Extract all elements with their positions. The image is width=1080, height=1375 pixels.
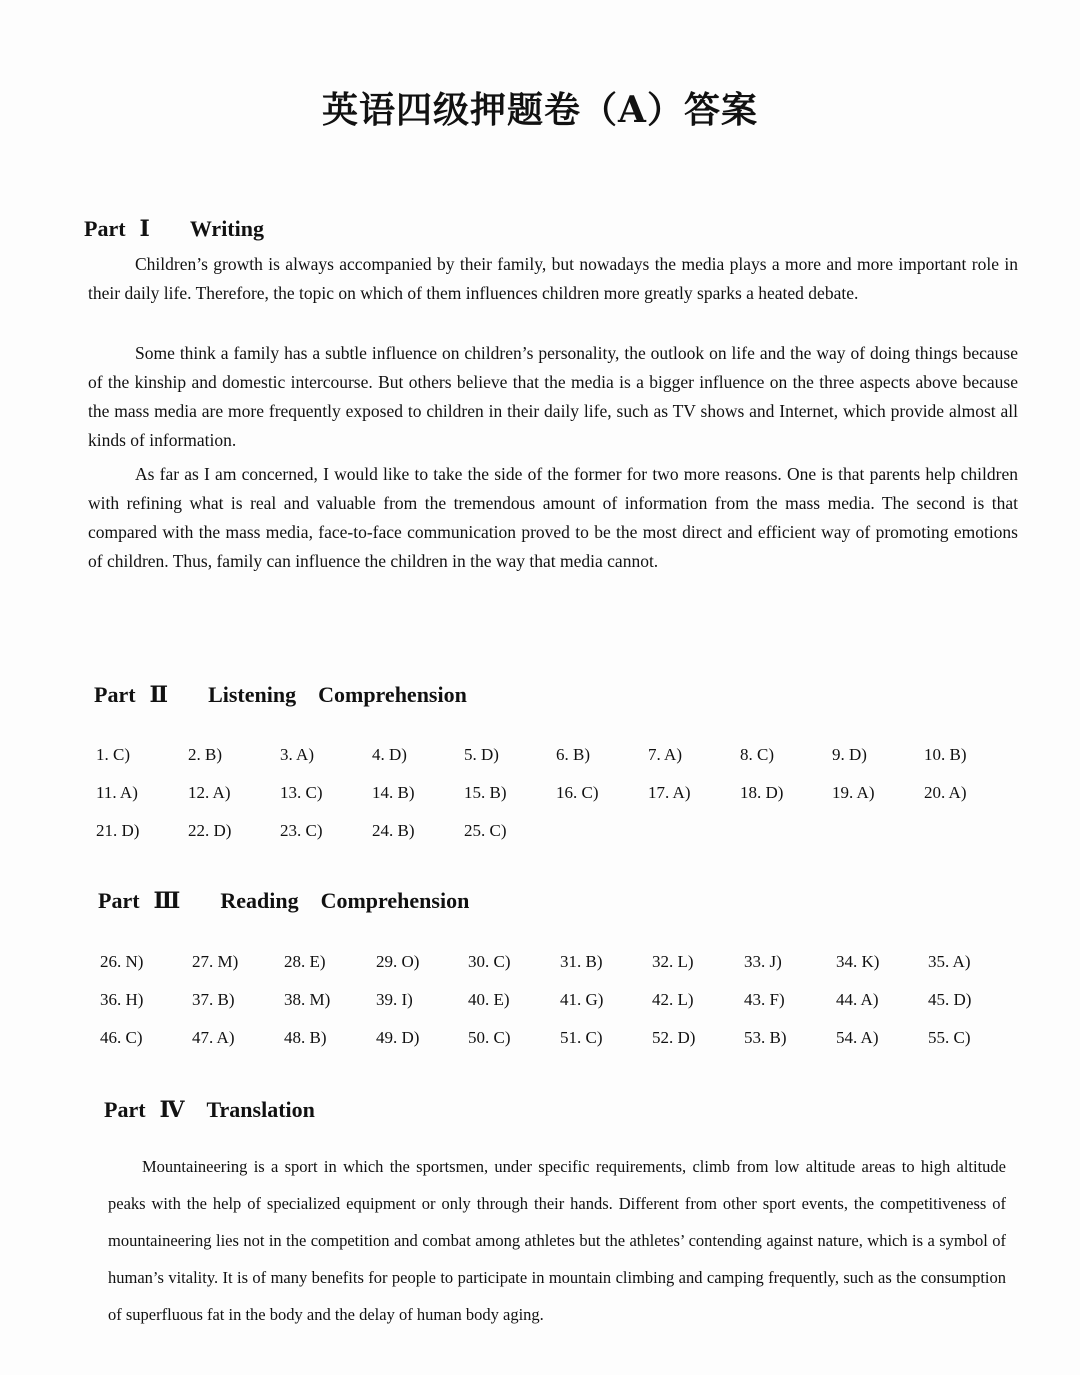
reading-answer-item: 43. F) (744, 990, 785, 1009)
reading-answer-item: 50. C) (468, 1028, 511, 1047)
part1-label: Part (84, 216, 126, 241)
part3-title-1: Reading (220, 888, 299, 913)
listening-answer-item: 25. C) (464, 821, 507, 840)
reading-answer-item: 45. D) (928, 990, 972, 1009)
reading-answer-item: 49. D) (376, 1028, 420, 1047)
listening-answer-item: 9. D) (832, 745, 867, 764)
reading-answer-item: 26. N) (100, 952, 144, 971)
listening-answer-item: 15. B) (464, 783, 507, 802)
part4-number: Ⅳ (159, 1097, 185, 1122)
reading-answer-item: 35. A) (928, 952, 971, 971)
reading-answer-item: 47. A) (192, 1028, 235, 1047)
part4-title: Translation (206, 1097, 315, 1122)
listening-answer-item: 23. C) (280, 821, 323, 840)
listening-answer-item: 6. B) (556, 745, 590, 764)
reading-answer-item: 34. K) (836, 952, 880, 971)
reading-answers-grid (100, 952, 1020, 1052)
reading-answer-item: 30. C) (468, 952, 511, 971)
writing-paragraph-2: Some think a family has a subtle influence on children’s personality, the outlook on life and the way of doing things because of the kinship and domestic intercourse. But others believe that the media is a bigger influence on the three aspects above because the mass media are more frequently exposed to children in their daily life, such as TV shows and Internet, which provide almost all kinds of information. (88, 343, 1018, 450)
listening-answer-item: 22. D) (188, 821, 232, 840)
listening-answer-item: 18. D) (740, 783, 784, 802)
listening-answer-item: 2. B) (188, 745, 222, 764)
writing-paragraph-3: As far as I am concerned, I would like to take the side of the former for two more reasons. One is that parents help children with refining what is real and valuable from the tremendous amount of information from the mass media. The second is that compared with the mass media, face-to-face communication proved to be the most direct and efficient way of promoting emotions of children. Thus, family can influence the children in the way that media cannot. (88, 464, 1018, 571)
reading-answer-item: 44. A) (836, 990, 879, 1009)
listening-answer-item: 10. B) (924, 745, 967, 764)
reading-answer-item: 48. B) (284, 1028, 327, 1047)
part1-number: Ⅰ (139, 216, 150, 241)
part2-heading (94, 682, 467, 708)
part3-number: Ⅲ (153, 888, 181, 913)
reading-answer-item: 53. B) (744, 1028, 787, 1047)
part2-label: Part (94, 682, 136, 707)
listening-answer-item: 4. D) (372, 745, 407, 764)
reading-answer-item: 42. L) (652, 990, 694, 1009)
part2-title-1: Listening (208, 682, 297, 707)
part1-title: Writing (189, 216, 264, 241)
listening-answer-item: 3. A) (280, 745, 314, 764)
writing-paragraph-1: Children’s growth is always accompanied by their family, but nowadays the media plays a more and more important role in their daily life. Therefore, the topic on which of them influences children more greatly sparks a heated debate. (88, 254, 1018, 303)
listening-answer-item: 5. D) (464, 745, 499, 764)
reading-answer-item: 32. L) (652, 952, 694, 971)
reading-answer-item: 55. C) (928, 1028, 971, 1047)
part3-title-2: Comprehension (320, 888, 470, 913)
listening-answer-item: 20. A) (924, 783, 967, 802)
listening-answer-item: 16. C) (556, 783, 599, 802)
page-title: 英语四级押题卷（A）答案 (322, 89, 758, 131)
reading-answer-item: 28. E) (284, 952, 326, 971)
listening-answer-item: 1. C) (96, 745, 130, 764)
listening-answers-grid (96, 745, 1016, 845)
listening-answer-item: 21. D) (96, 821, 140, 840)
part3-label: Part (98, 888, 140, 913)
reading-answer-item: 41. G) (560, 990, 604, 1009)
part3-heading (98, 888, 469, 914)
listening-answer-item: 13. C) (280, 783, 323, 802)
reading-answer-item: 31. B) (560, 952, 603, 971)
reading-answer-item: 33. J) (744, 952, 782, 971)
listening-answer-item: 7. A) (648, 745, 682, 764)
listening-answer-item: 17. A) (648, 783, 691, 802)
reading-answer-item: 52. D) (652, 1028, 696, 1047)
reading-answer-item: 29. O) (376, 952, 420, 971)
reading-answer-item: 38. M) (284, 990, 331, 1009)
part2-title-2: Comprehension (318, 682, 467, 707)
reading-answer-item: 39. I) (376, 990, 413, 1009)
listening-answer-item: 24. B) (372, 821, 415, 840)
reading-answer-item: 54. A) (836, 1028, 879, 1047)
reading-answer-item: 37. B) (192, 990, 235, 1009)
reading-answer-item: 40. E) (468, 990, 510, 1009)
reading-answer-item: 51. C) (560, 1028, 603, 1047)
part4-label: Part (104, 1097, 146, 1122)
listening-answer-item: 8. C) (740, 745, 774, 764)
listening-answer-item: 11. A) (96, 783, 138, 802)
listening-answer-item: 14. B) (372, 783, 415, 802)
translation-paragraph: Mountaineering is a sport in which the sportsmen, under specific requirements, climb from low altitude areas to high altitude peaks with the help of specialized equipment or only through their hands. Different from other sport events, the competitiveness of mountaineering lies not in the competition and combat among athletes but the athletes’ contending against nature, which is a symbol of human’s vitality. It is of many benefits for people to participate in mountain climbing and camping frequently, such as the consumption of superfluous fat in the body and the delay of human body aging. (108, 1157, 1006, 1324)
listening-answer-item: 12. A) (188, 783, 231, 802)
listening-answer-item: 19. A) (832, 783, 875, 802)
part4-heading (104, 1097, 315, 1123)
reading-answer-item: 27. M) (192, 952, 239, 971)
part2-number: Ⅱ (149, 682, 169, 707)
reading-answer-item: 36. H) (100, 990, 144, 1009)
part1-heading (84, 216, 264, 242)
reading-answer-item: 46. C) (100, 1028, 143, 1047)
